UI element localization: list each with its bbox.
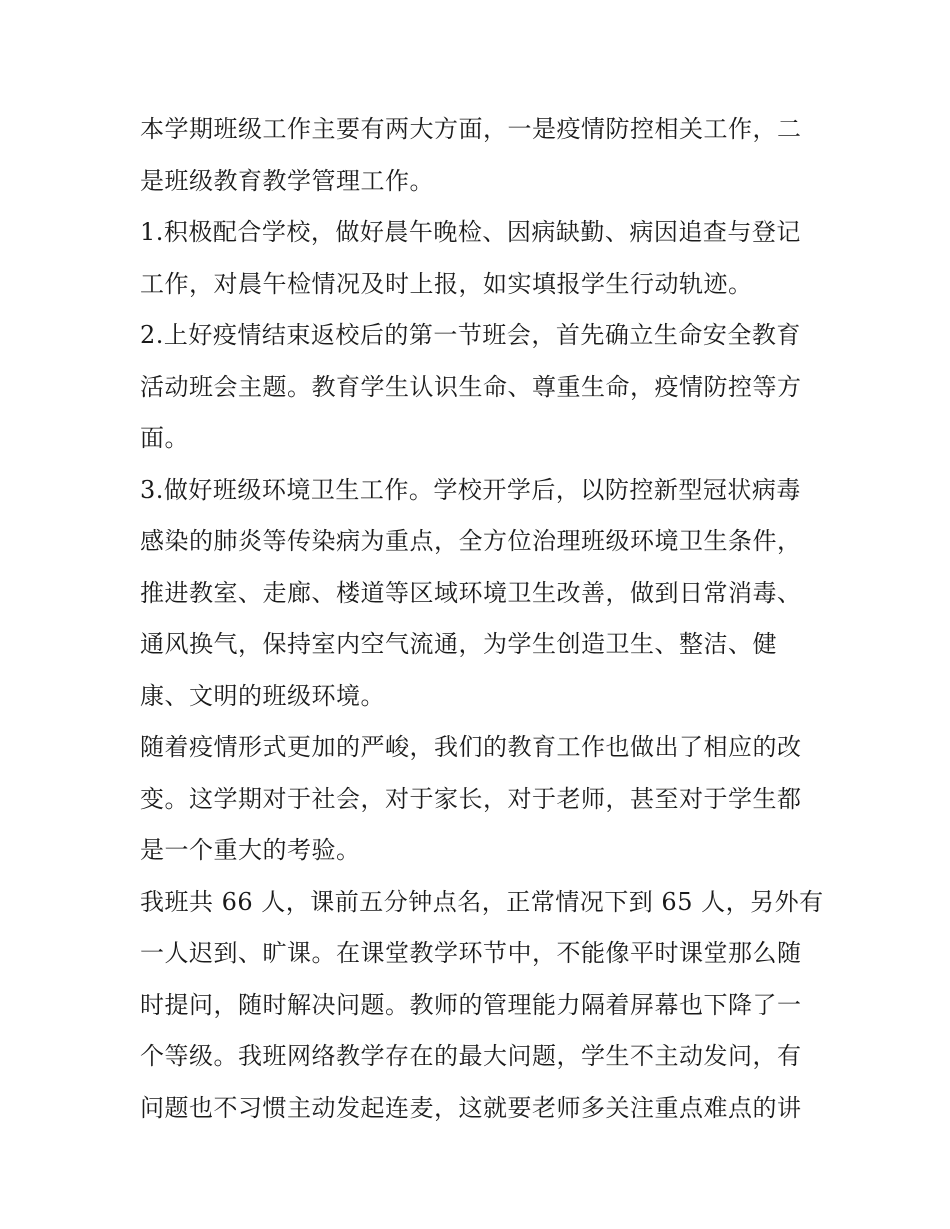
text-line: 3.做好班级环境卫生工作。学校开学后，以防控新型冠状病毒 [140, 475, 801, 504]
text-line: 本学期班级工作主要有两大方面，一是疫情防控相关工作，二 [140, 115, 802, 143]
text-line: 面。 [140, 424, 189, 452]
text-line: 1.积极配合学校，做好晨午晚检、因病缺勤、病因追查与登记 [140, 218, 801, 246]
text-line: 康、文明的班级环境。 [140, 681, 385, 710]
text-line: 推进教室、走廊、楼道等区域环境卫生改善，做到日常消毒、 [140, 578, 802, 607]
text-line: 是一个重大的考验。 [140, 836, 361, 864]
text-line: 变。这学期对于社会，对于家长，对于老师，甚至对于学生都 [140, 784, 802, 813]
text-line: 问题也不习惯主动发起连麦，这就要老师多关注重点难点的讲 [140, 1093, 802, 1122]
document-body [140, 104, 824, 1134]
text-line: 工作，对晨午检情况及时上报，如实填报学生行动轨迹。 [140, 269, 753, 298]
text-line: 活动班会主题。教育学生认识生命、尊重生命，疫情防控等方 [140, 372, 802, 401]
text-line: 时提问，随时解决问题。教师的管理能力隔着屏幕也下降了一 [140, 990, 802, 1019]
text-line: 是班级教育教学管理工作。 [140, 166, 434, 195]
text-line: 2.上好疫情结束返校后的第一节班会，首先确立生命安全教育 [140, 321, 801, 349]
text-line: 感染的肺炎等传染病为重点，全方位治理班级环境卫生条件， [140, 527, 802, 555]
text-line: 一人迟到、旷课。在课堂教学环节中，不能像平时课堂那么随 [140, 939, 802, 967]
text-line: 随着疫情形式更加的严峻，我们的教育工作也做出了相应的改 [140, 733, 802, 761]
text-line: 我班共 66 人，课前五分钟点名，正常情况下到 65 人，另外有 [140, 887, 824, 916]
text-line: 通风换气，保持室内空气流通，为学生创造卫生、整洁、健 [140, 630, 777, 658]
text-line: 个等级。我班网络教学存在的最大问题，学生不主动发问，有 [140, 1042, 802, 1070]
